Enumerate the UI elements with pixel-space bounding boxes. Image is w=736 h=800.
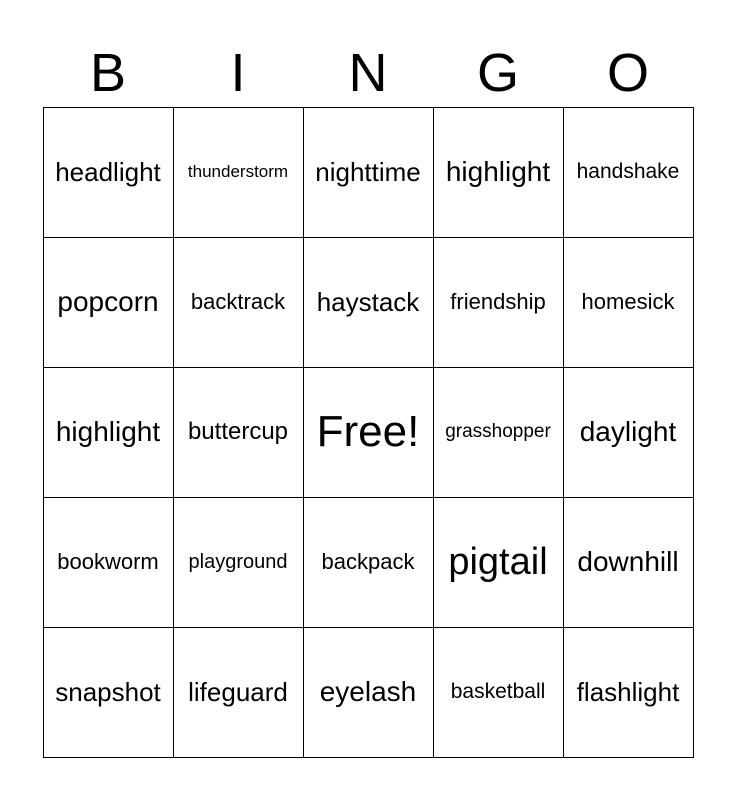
bingo-cell: eyelash (303, 627, 434, 758)
bingo-cell: haystack (303, 237, 434, 368)
bingo-cell: lifeguard (173, 627, 304, 758)
header-letter-g: G (476, 43, 519, 103)
bingo-cell: headlight (43, 107, 174, 238)
bingo-cell: grasshopper (433, 367, 564, 498)
bingo-cell: popcorn (43, 237, 174, 368)
bingo-cell: buttercup (173, 367, 304, 498)
free-space-cell: Free! (303, 367, 434, 498)
bingo-cell: highlight (43, 367, 174, 498)
bingo-cell: handshake (563, 107, 694, 238)
bingo-cell: thunderstorm (173, 107, 304, 238)
bingo-cell: basketball (433, 627, 564, 758)
bingo-cell: daylight (563, 367, 694, 498)
bingo-header (43, 40, 693, 106)
bingo-cell: homesick (563, 237, 694, 368)
bingo-cell: downhill (563, 497, 694, 628)
header-letter-n: N (348, 43, 388, 103)
header-letter-i: I (230, 43, 246, 103)
bingo-cell: pigtail (433, 497, 564, 628)
bingo-cell: bookworm (43, 497, 174, 628)
bingo-cell: snapshot (43, 627, 174, 758)
header-letter-b: B (89, 43, 127, 103)
bingo-cell: backtrack (173, 237, 304, 368)
header-letter-o: O (606, 43, 649, 103)
bingo-cell: flashlight (563, 627, 694, 758)
bingo-cell: friendship (433, 237, 564, 368)
bingo-cell: nighttime (303, 107, 434, 238)
bingo-cell: highlight (433, 107, 564, 238)
bingo-cell: playground (173, 497, 304, 628)
bingo-cell: backpack (303, 497, 434, 628)
bingo-board (43, 107, 693, 757)
